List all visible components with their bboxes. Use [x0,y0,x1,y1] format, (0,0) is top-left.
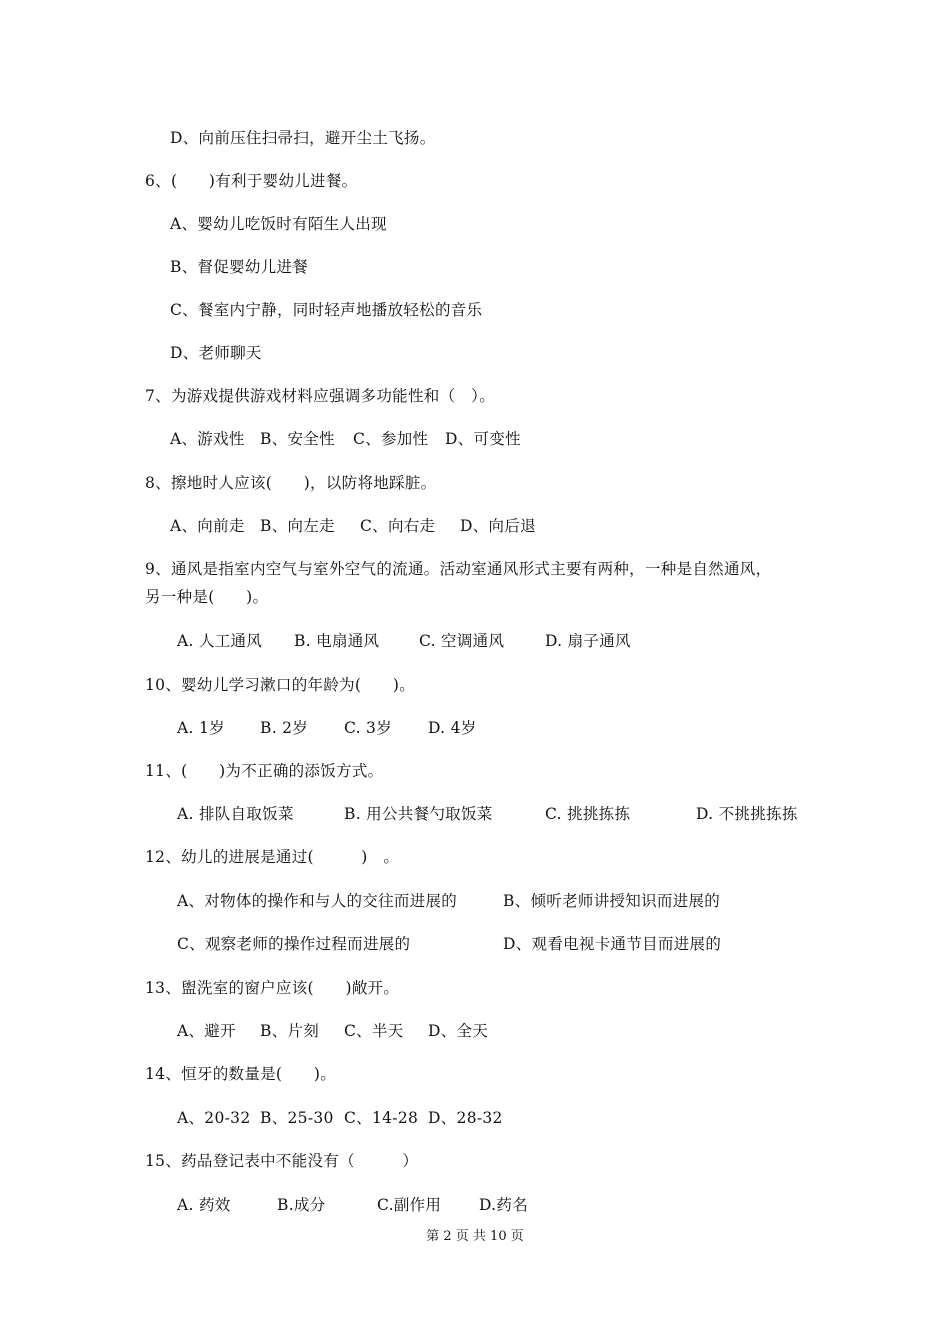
q13-option-b: B、片刻 [260,1022,320,1040]
q8-option-d: D、向后退 [460,517,536,535]
q9-option-d: D. 扇子通风 [545,632,631,650]
q13-option-d: D、全天 [428,1022,489,1040]
q11-option-c: C. 挑挑拣拣 [545,805,631,823]
q7-stem: 7、为游戏提供游戏材料应强调多功能性和（ ）。 [145,387,496,405]
q13-option-a: A、避开 [177,1022,236,1040]
q6-option-b: B、督促婴幼儿进餐 [170,258,309,276]
q8-option-b: B、向左走 [260,517,335,535]
q6-option-d: D、老师聊天 [170,344,262,362]
q12-option-b: B、倾听老师讲授知识而进展的 [503,892,721,910]
q11-option-b: B. 用公共餐勺取饭菜 [344,805,493,823]
q12-stem: 12、幼儿的进展是通过( ) 。 [145,848,400,866]
q11-option-d: D. 不挑挑拣拣 [696,805,798,823]
q14-option-a: A、20-32 [177,1109,251,1127]
q14-option-d: D、28-32 [428,1109,503,1127]
q13-stem: 13、盥洗室的窗户应该( )敞开。 [145,979,400,997]
q7-option-a: A、游戏性 [170,430,245,448]
q10-option-c: C. 3岁 [344,719,393,737]
q6-option-a: A、婴幼儿吃饭时有陌生人出现 [170,215,387,233]
q15-stem: 15、药品登记表中不能没有（ ） [145,1152,419,1170]
q8-option-c: C、向右走 [360,517,436,535]
q12-option-d: D、观看电视卡通节目而进展的 [503,935,722,953]
q9-stem-line1: 9、通风是指室内空气与室外空气的流通。活动室通风形式主要有两种，一种是自然通风， [145,560,772,578]
q12-option-c: C、观察老师的操作过程而进展的 [177,935,411,953]
q9-option-c: C. 空调通风 [419,632,505,650]
q15-option-d: D.药名 [479,1196,529,1214]
q10-stem: 10、婴幼儿学习漱口的年龄为( )。 [145,676,416,694]
q7-option-b: B、安全性 [260,430,335,448]
q6-stem: 6、( )有利于婴幼儿进餐。 [145,172,358,190]
q9-option-a: A. 人工通风 [177,632,263,650]
q10-option-b: B. 2岁 [260,719,309,737]
q8-option-a: A、向前走 [170,517,245,535]
q14-stem: 14、恒牙的数量是( )。 [145,1065,337,1083]
q14-option-c: C、14-28 [344,1109,419,1127]
page-number: 第 2 页 共 10 页 [426,1229,524,1244]
q15-option-b: B.成分 [277,1196,326,1214]
q11-option-a: A. 排队自取饭菜 [177,805,294,823]
q7-option-c: C、参加性 [353,430,429,448]
q10-option-a: A. 1岁 [177,719,225,737]
q12-option-a: A、对物体的操作和与人的交往而进展的 [177,892,458,910]
q7-option-d: D、可变性 [445,430,521,448]
q13-option-c: C、半天 [344,1022,404,1040]
q5-option-d: D、向前压住扫帚扫，避开尘土飞扬。 [170,129,436,147]
q10-option-d: D. 4岁 [428,719,477,737]
q6-option-c: C、餐室内宁静，同时轻声地播放轻松的音乐 [170,301,483,319]
q15-option-c: C.副作用 [377,1196,442,1214]
q9-option-b: B. 电扇通风 [294,632,380,650]
q14-option-b: B、25-30 [260,1109,334,1127]
q8-stem: 8、擦地时人应该( )，以防将地踩脏。 [145,474,437,492]
q9-stem-line2: 另一种是( )。 [145,588,269,606]
q11-stem: 11、( )为不正确的添饭方式。 [145,762,384,780]
q15-option-a: A. 药效 [177,1196,231,1214]
